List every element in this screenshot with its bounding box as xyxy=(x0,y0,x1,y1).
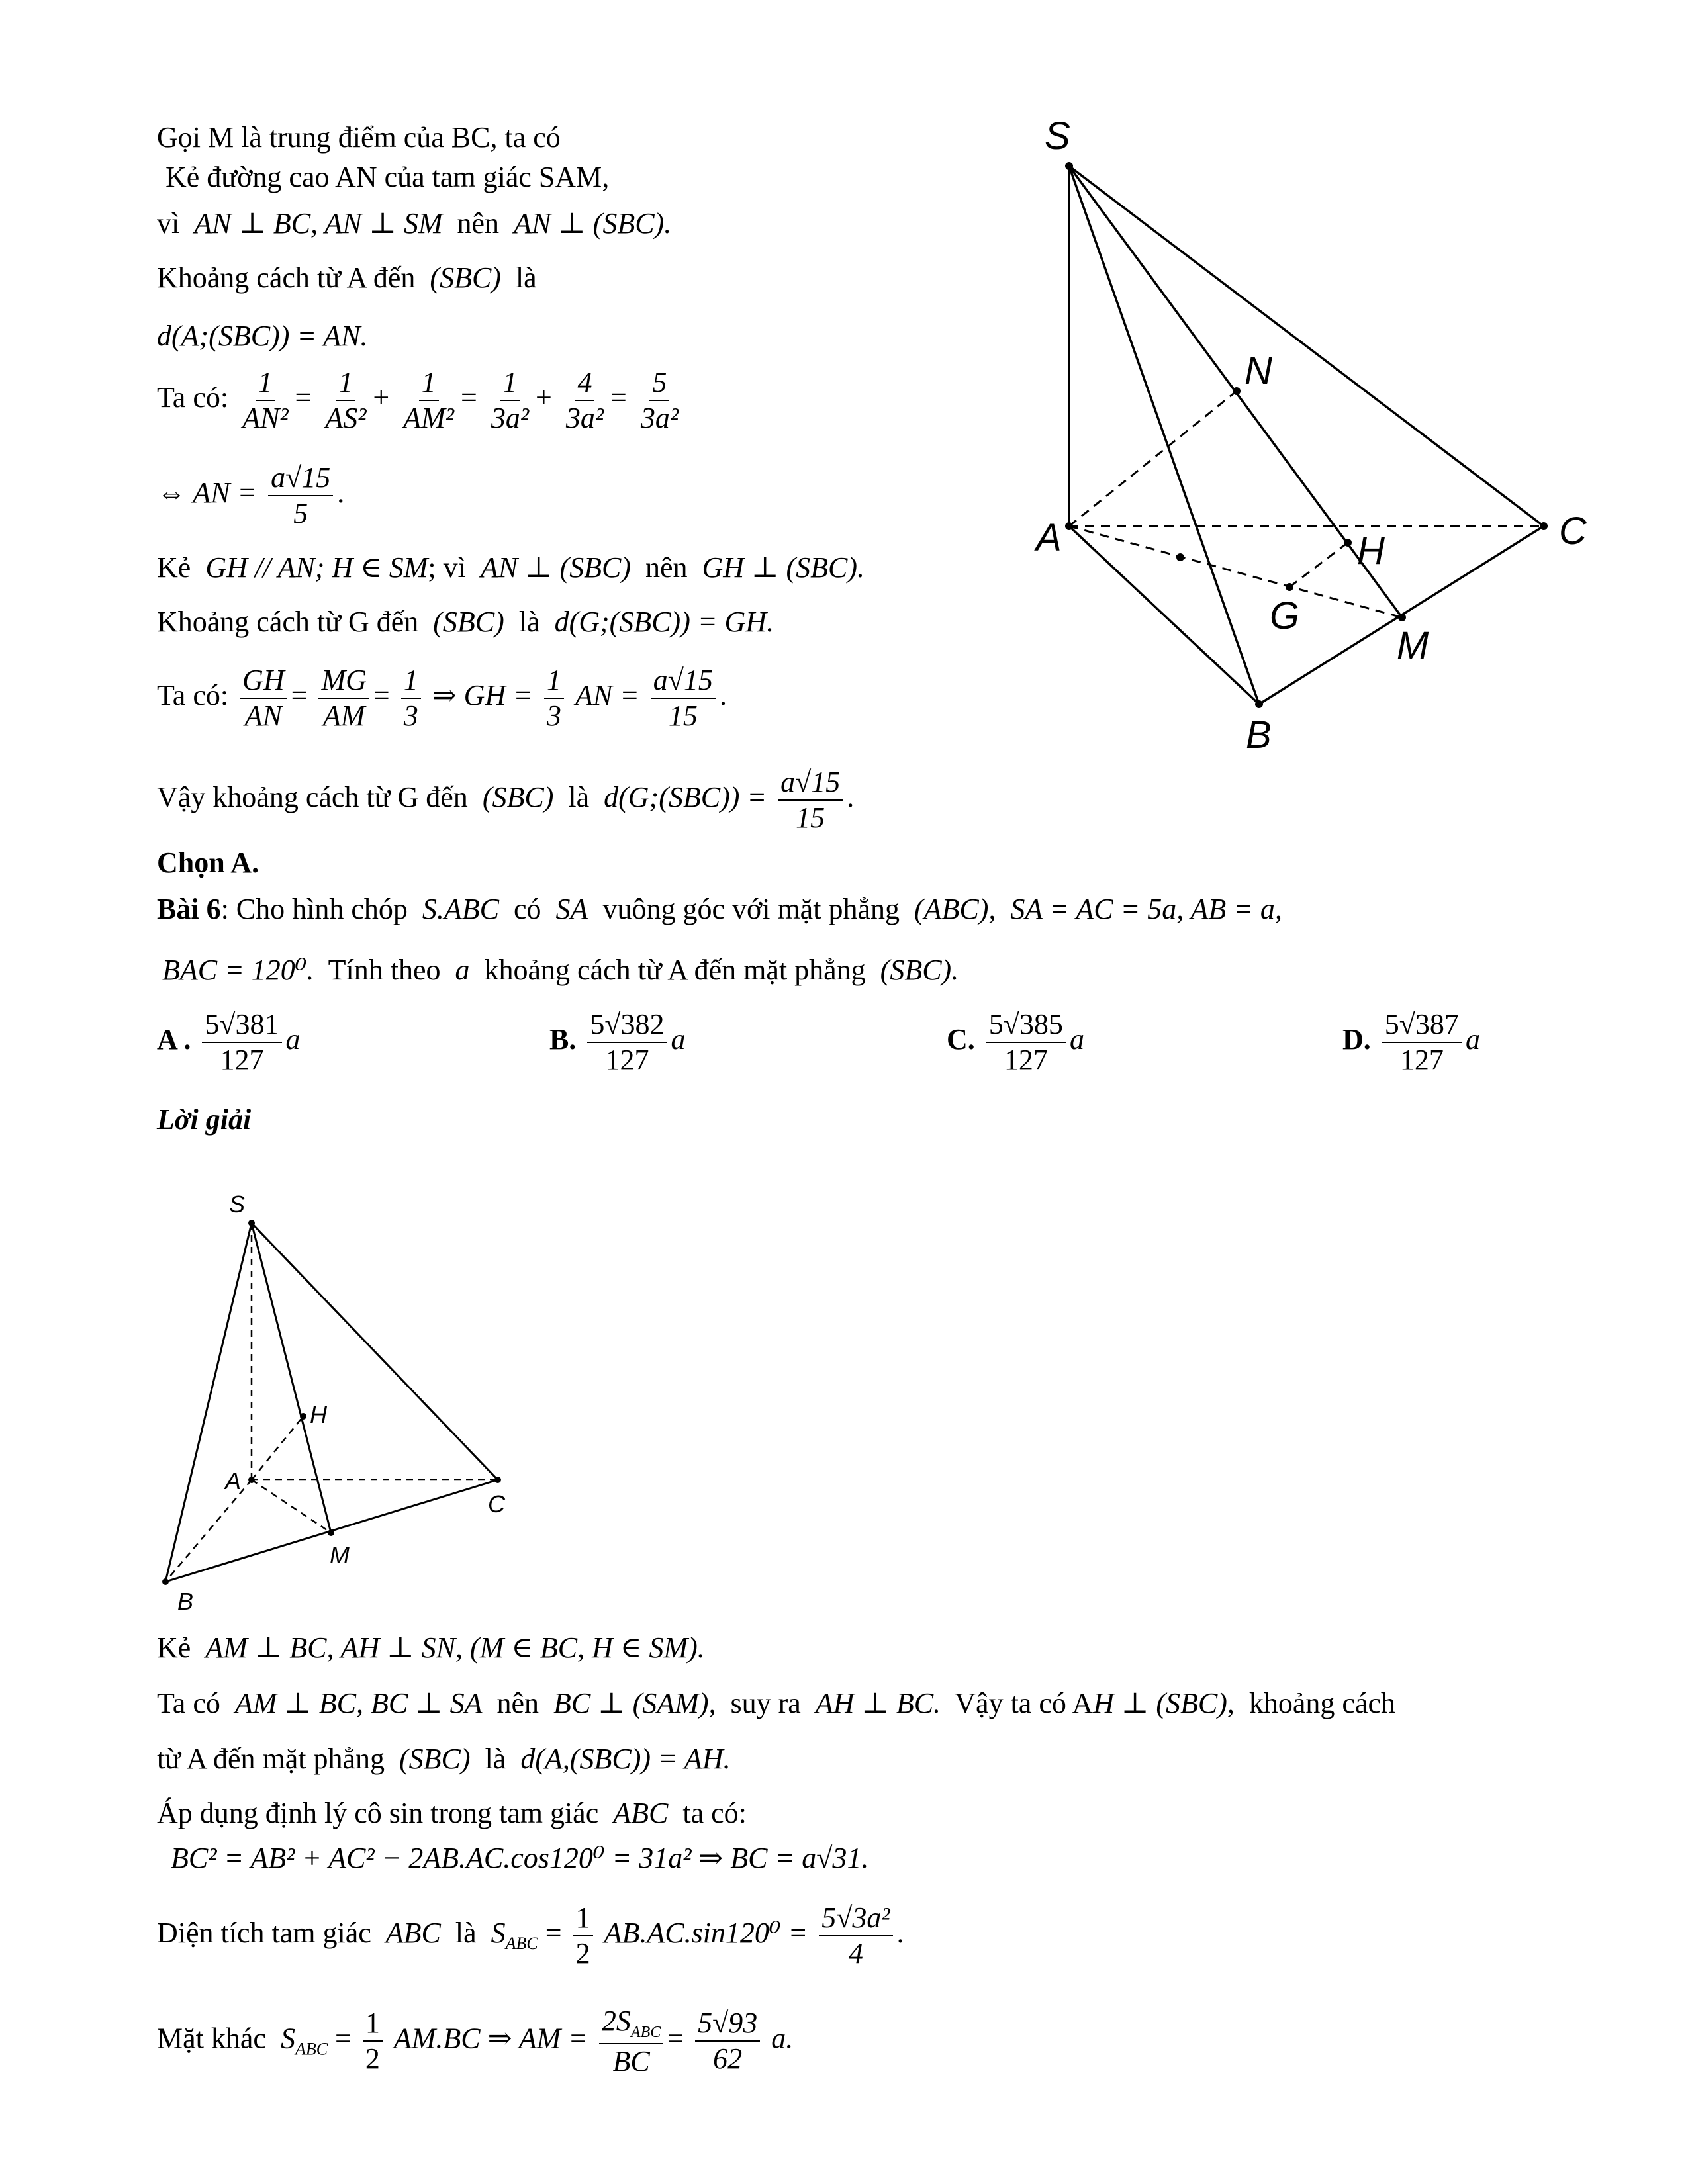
solution-line-1: Kẻ AM ⊥ BC, AH ⊥ SN, (M ∈ BC, H ∈ SM). xyxy=(157,1631,705,1664)
point-AM-mark xyxy=(1176,553,1184,561)
edge-SC xyxy=(1069,166,1544,526)
line-9: Khoảng cách từ G đến (SBC) là d(G;(SBC)) = GH. xyxy=(157,606,774,638)
point-B xyxy=(1255,700,1263,708)
edge-SB xyxy=(165,1223,252,1582)
label-M: M xyxy=(1397,624,1429,667)
point-C xyxy=(494,1477,501,1483)
line-7-equation: ⇔ AN = $\frac{a√15}{5}$ . xyxy=(157,461,345,529)
line-3: vì AN ⊥ BC, AN ⊥ SM nên AN ⊥ (SBC). xyxy=(157,207,672,240)
point-A xyxy=(1065,522,1073,530)
segment-AN xyxy=(1069,391,1237,526)
line-4: Khoảng cách từ A đến (SBC) là xyxy=(157,261,537,294)
answer-choice: Chọn A. xyxy=(157,846,259,879)
label-C: C xyxy=(1559,510,1587,553)
solution-line-3: từ A đến mặt phẳng (SBC) là d(A,(SBC)) = AH. xyxy=(157,1743,731,1775)
label-B: B xyxy=(1246,713,1272,756)
edge-SC xyxy=(252,1223,498,1480)
solution-line-5-equation: BC² = AB² + AC² − 2AB.AC.cos120⁰ = 31a² ⇒ BC = a√31. xyxy=(171,1842,869,1874)
line-1: Gọi M là trung điểm của BC, ta có xyxy=(157,121,561,154)
label-H: H xyxy=(310,1401,327,1428)
point-G xyxy=(1286,583,1293,591)
edge-SM xyxy=(252,1223,331,1533)
label-S: S xyxy=(229,1191,246,1218)
segment-AH xyxy=(252,1416,303,1480)
label-A: A xyxy=(225,1467,242,1494)
solution-line-4: Áp dụng định lý cô sin trong tam giác ABC ta có: xyxy=(157,1797,747,1829)
point-A xyxy=(248,1477,255,1483)
line-6-equation: Ta có: $\frac{1}{\text{AN²}}$ = $\frac{1}{\text{AS²}}$ + $\frac{1}{\text{AM²}}$ = $\frac{1}{\text{3a²}}$ + $\frac{4}{\text{3a²}}$ = $\frac{5}{\text{3a²}}$ xyxy=(157,366,679,434)
label-C: C xyxy=(488,1490,505,1518)
solution-line-2: Ta có AM ⊥ BC, BC ⊥ SA nên BC ⊥ (SAM), suy ra AH ⊥ BC. Vậy ta có AH ⊥ (SBC), khoảng cách xyxy=(157,1687,1396,1719)
figure-2-pyramid xyxy=(146,1178,556,1628)
solution-line-6-equation: Diện tích tam giác ABC là $S_{ABC}$ = $\frac{1}{2}$ AB.AC.sin120⁰ = $\frac{\text{5√3a²}}{4}$ . xyxy=(157,1901,904,1970)
point-H xyxy=(1344,539,1352,547)
edge-SB xyxy=(1069,166,1259,704)
figure-1-pyramid xyxy=(1006,106,1602,761)
line-5: d(A;(SBC)) = AN. xyxy=(157,320,368,352)
option-c: C. $\frac{5√385}{127}$ a xyxy=(947,1008,1084,1076)
option-b: B. $\frac{5√382}{127}$ a xyxy=(549,1008,686,1076)
option-d: D. $\frac{5√387}{127}$ a xyxy=(1342,1008,1480,1076)
point-C xyxy=(1540,522,1548,530)
segment-GH xyxy=(1289,543,1348,587)
solution-heading: Lời giải xyxy=(157,1103,252,1136)
problem-6-line-1: Bài 6: Cho hình chóp S.ABC có SA vuông góc với mặt phẳng (ABC), SA = AC = 5a, AB = a, xyxy=(157,893,1282,925)
label-S: S xyxy=(1045,114,1070,158)
point-N xyxy=(1233,387,1241,395)
line-2: Kẻ đường cao AN của tam giác SAM, xyxy=(165,161,610,193)
label-H: H xyxy=(1357,529,1385,572)
option-a: A . $\frac{5√381}{127}$ a xyxy=(157,1008,301,1076)
label-A: A xyxy=(1036,516,1062,559)
point-S xyxy=(1065,162,1073,170)
point-M xyxy=(328,1529,334,1536)
point-M xyxy=(1398,614,1406,621)
label-G: G xyxy=(1270,594,1300,637)
label-N: N xyxy=(1244,349,1272,392)
line-10-equation: Ta có: $\frac{GH}{AN}$ = $\frac{MG}{AM}$ = $\frac{1}{3}$ ⇒ GH = $\frac{1}{3}$ AN = $\frac{a√15}{15}$ . xyxy=(157,664,727,732)
solution-line-7-equation: Mặt khác $S_{ABC}$ = $\frac{1}{2}$ AM.BC ⇒ AM = $\frac{2S_{ABC}}{BC}$ = $\frac{5√93}{62}$ a. xyxy=(157,2005,794,2077)
label-M: M xyxy=(330,1541,350,1569)
label-B: B xyxy=(177,1588,194,1615)
line-8: Kẻ GH // AN; H ∈ SM; vì AN ⊥ (SBC) nên GH ⊥ (SBC). xyxy=(157,551,865,584)
point-H xyxy=(300,1413,306,1420)
point-S xyxy=(248,1220,255,1226)
line-11-conclusion: Vậy khoảng cách từ G đến (SBC) là d(G;(SBC)) = $\frac{a√15}{15}$ . xyxy=(157,766,855,834)
point-B xyxy=(162,1578,169,1585)
problem-6-line-2: BAC = 120⁰. Tính theo a khoảng cách từ A đến mặt phẳng (SBC). xyxy=(162,954,959,986)
